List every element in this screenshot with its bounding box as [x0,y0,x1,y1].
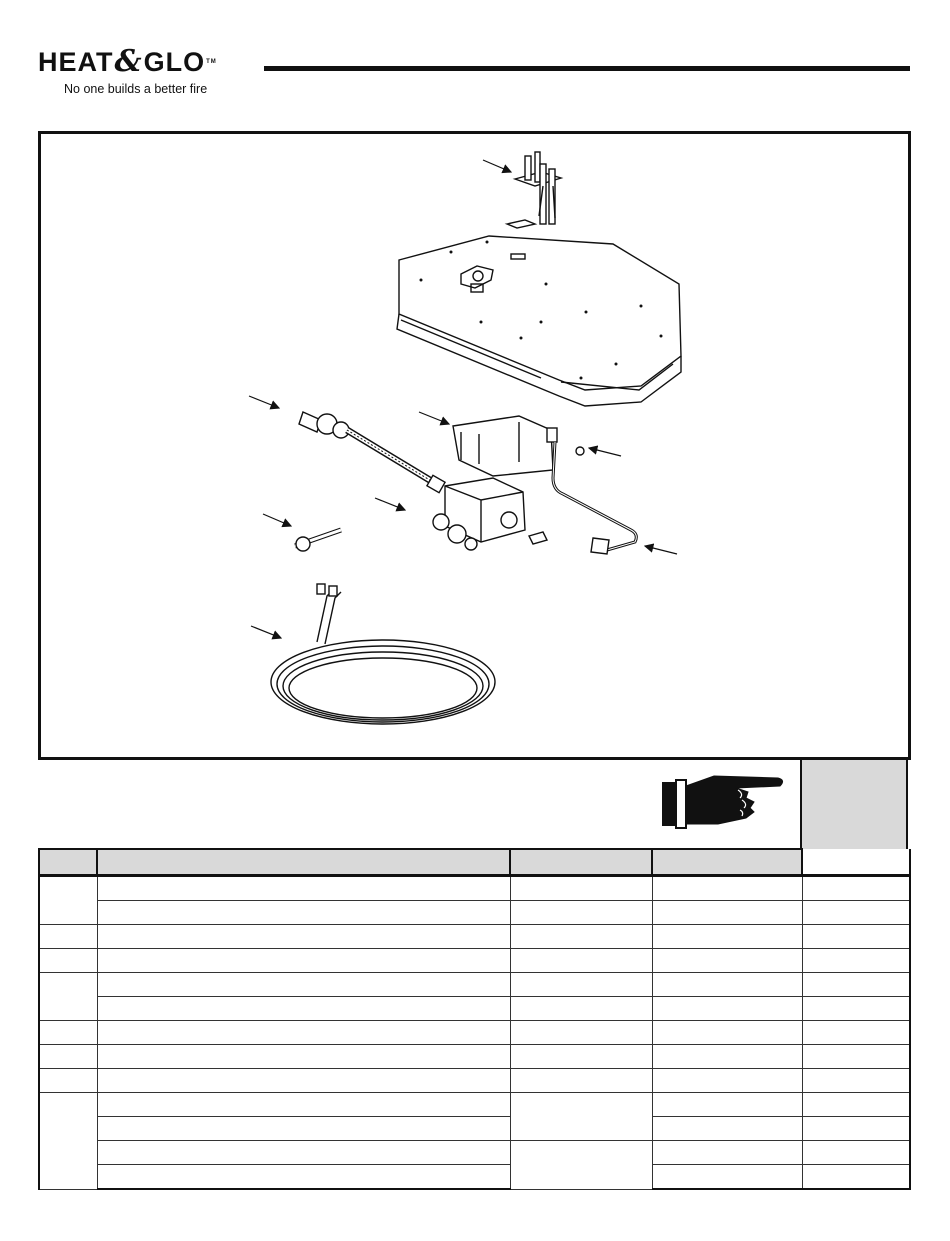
pilot-assembly [507,152,561,228]
table-cell [802,925,910,949]
table-cell [802,876,910,901]
exploded-parts-diagram [38,131,911,760]
table-cell [510,949,652,973]
table-row [39,1165,910,1190]
igniter-electrode [295,530,341,551]
table-cell [802,1045,910,1069]
table-cell [652,1045,802,1069]
table-cell [802,997,910,1021]
parts-illustration [41,134,908,757]
table-cell [39,973,97,1021]
table-cell [39,1093,97,1190]
callout-arrows [249,160,677,638]
brand-wordmark: HEAT&GLOTM [38,44,217,79]
col-header [802,849,910,876]
table-cell [39,949,97,973]
table-row [39,1141,910,1165]
table-cell [510,1093,652,1141]
table-row [39,1021,910,1045]
pilot-tube [553,442,636,554]
parts-table [38,848,911,1190]
table-cell [97,1093,510,1117]
table-cell [652,1165,802,1190]
table-cell [97,973,510,997]
table-cell [97,1045,510,1069]
table-cell [97,925,510,949]
col-header [652,849,802,876]
table-cell [510,901,652,925]
table-cell [652,949,802,973]
table-row [39,949,910,973]
table-cell [802,1117,910,1141]
table-row [39,901,910,925]
col-header [39,849,97,876]
burner-pan [397,236,681,406]
table-cell [510,1045,652,1069]
table-cell [97,949,510,973]
table-cell [802,1141,910,1165]
brand-tagline: No one builds a better fire [64,82,208,96]
col-header [510,849,652,876]
table-cell [97,997,510,1021]
header-divider [264,66,910,71]
table-cell [97,1141,510,1165]
table-cell [802,1069,910,1093]
table-cell [652,1069,802,1093]
table-cell [97,1069,510,1093]
table-cell [652,901,802,925]
table-cell [652,1093,802,1117]
table-row [39,973,910,997]
table-cell [97,876,510,901]
table-cell [652,1021,802,1045]
table-cell [510,925,652,949]
table-row [39,925,910,949]
table-cell [39,876,97,925]
table-cell [652,925,802,949]
table-row [39,997,910,1021]
gas-valve [433,478,547,550]
valve-bracket [453,416,557,476]
table-row [39,1117,910,1141]
table-row [39,1069,910,1093]
table-cell [97,901,510,925]
table-cell [39,1021,97,1045]
table-cell [510,997,652,1021]
table-cell [652,876,802,901]
table-cell [510,876,652,901]
table-cell [39,925,97,949]
table-cell [802,901,910,925]
table-cell [652,1117,802,1141]
table-cell [39,1069,97,1093]
table-row [39,1045,910,1069]
table-row [39,876,910,901]
table-cell [510,973,652,997]
table-cell [97,1117,510,1141]
table-cell [802,949,910,973]
table-cell [802,1021,910,1045]
table-cell [802,1093,910,1117]
table-header-row [39,849,910,876]
table-cell [510,1069,652,1093]
wire-harness [271,584,495,724]
table-row [39,1093,910,1117]
table-cell [39,1045,97,1069]
table-cell [802,973,910,997]
table-cell [97,1165,510,1190]
col-header [97,849,510,876]
table-cell [652,997,802,1021]
table-cell [510,1141,652,1190]
table-cell [652,973,802,997]
table-cell [802,1165,910,1190]
table-cell [97,1021,510,1045]
pointing-hand-icon [658,768,790,834]
flex-gas-line [299,412,445,493]
table-cell [510,1021,652,1045]
table-cell [652,1141,802,1165]
